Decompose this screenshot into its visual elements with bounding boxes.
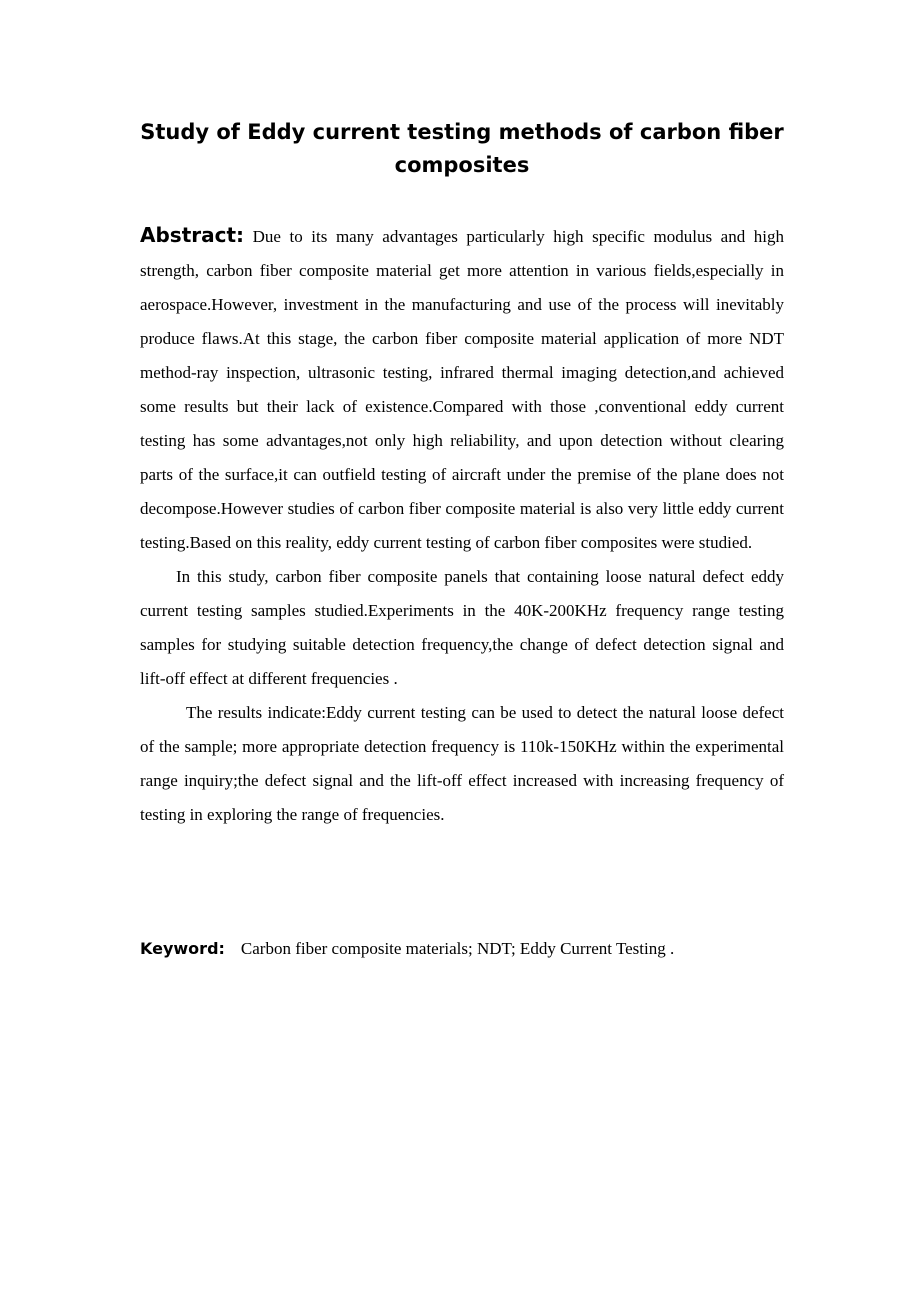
abstract-paragraph-2: In this study, carbon fiber composite panels that containing loose natural defect eddy current testing samples studied.Experiments in the 40K-200KHz frequency range testing samples for studying suitable detection frequency,the change of defect detection signal and lift-off effect at different frequencies . bbox=[140, 567, 784, 688]
abstract-label: Abstract: bbox=[140, 223, 245, 247]
keywords-text: Carbon fiber composite materials; NDT; Eddy Current Testing . bbox=[240, 939, 675, 958]
abstract-paragraph-1 bbox=[140, 218, 784, 560]
keywords-label: Keyword: bbox=[140, 939, 225, 958]
abstract-paragraph-3: The results indicate:Eddy current testing can be used to detect the natural loose defect of the sample; more appropriate detection frequency is 110k-150KHz within the experimental range inquiry;the defect signal and the lift-off effect increased with increasing frequency of testing in exploring the range of frequencies. bbox=[140, 703, 784, 824]
paper-title: Study of Eddy current testing methods of carbon fiber composites bbox=[140, 120, 784, 177]
abstract-section bbox=[140, 218, 784, 832]
keywords-section bbox=[140, 933, 784, 965]
abstract-paragraph-1-text: Due to its many advantages particularly high specific modulus and high strength, carbon fiber composite material get more attention in various fields,especially in aerospace.However, investment in the manufacturing and use of the process will inevitably produce flaws.At this stage, the carbon fiber composite material application of more NDT method-ray inspection, ultrasonic testing, infrared thermal imaging detection,and achieved some results but their lack of existence.Compared with those ,conventional eddy current testing has some advantages,not only high reliability, and upon detection without clearing parts of the surface,it can outfield testing of aircraft under the premise of the plane does not decompose.However studies of carbon fiber composite material is also very little eddy current testing.Based on this reality, eddy current testing of carbon fiber composites were studied. bbox=[140, 227, 784, 552]
